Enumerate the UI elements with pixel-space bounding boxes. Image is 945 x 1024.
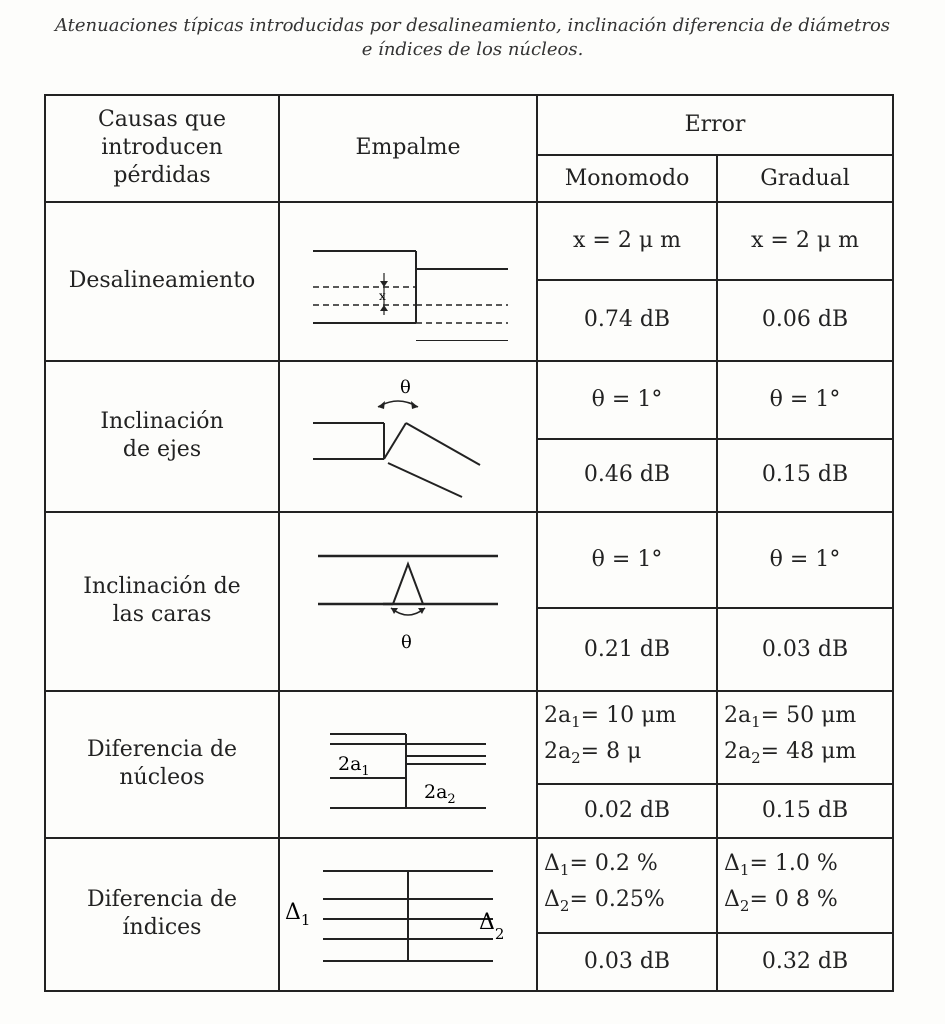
caption-line-1: Atenuaciones típicas introducidas por desalineamiento, inclinación diferencia de diámetros xyxy=(54,15,891,36)
splice-diagram-misalignment xyxy=(279,202,537,361)
index-diagram-label-1: $\Delta_1$ xyxy=(285,900,311,930)
cause-misalignment: Desalineamiento xyxy=(45,202,279,361)
mono-loss-core-difference: 0.02 dB xyxy=(537,784,717,838)
index-difference-diagram xyxy=(283,849,533,979)
mono-param-core-2: $2a_2= 8$ μ xyxy=(544,739,642,768)
splice-diagram-index-difference xyxy=(279,838,537,991)
core-difference-diagram xyxy=(308,704,508,824)
header-splice: Empalme xyxy=(279,95,537,202)
cause-core-difference: Diferencia de núcleos xyxy=(45,691,279,838)
mono-loss-index-difference: 0.03 dB xyxy=(537,933,717,991)
splice-diagram-axis-tilt xyxy=(279,361,537,512)
mono-param-index-difference xyxy=(537,838,717,933)
grad-param-misalignment: x = 2 μ m xyxy=(717,202,893,281)
grad-loss-core-difference: 0.15 dB xyxy=(717,784,893,838)
mono-param-misalignment: x = 2 μ m xyxy=(537,202,717,281)
axis-tilt-diagram xyxy=(308,371,508,501)
mono-param-core-1: $2a_1= 10$ μm xyxy=(544,703,677,732)
grad-loss-index-difference: 0.32 dB xyxy=(717,933,893,991)
axis-tilt-theta-label: θ xyxy=(400,377,411,399)
mono-param-index-2: $\Delta_2= 0.25\%$ xyxy=(544,887,665,916)
caption-line-2: e índices de los núcleos. xyxy=(361,39,584,60)
grad-loss-axis-tilt: 0.15 dB xyxy=(717,439,893,511)
misalignment-diagram xyxy=(298,221,518,341)
grad-param-face-tilt: θ = 1° xyxy=(717,512,893,609)
mono-loss-misalignment: 0.74 dB xyxy=(537,280,717,361)
header-gradual: Gradual xyxy=(717,155,893,201)
grad-param-index-difference xyxy=(717,838,893,933)
grad-loss-face-tilt: 0.03 dB xyxy=(717,608,893,691)
svg-text:x: x xyxy=(379,289,386,304)
mono-param-face-tilt: θ = 1° xyxy=(537,512,717,609)
cause-axis-tilt: Inclinación de ejes xyxy=(45,361,279,512)
mono-loss-face-tilt: 0.21 dB xyxy=(537,608,717,691)
mono-param-core-difference xyxy=(537,691,717,784)
splice-diagram-face-tilt xyxy=(279,512,537,691)
grad-param-core-2: $2a_2= 48$ μm xyxy=(724,739,857,768)
mono-param-axis-tilt: θ = 1° xyxy=(537,361,717,440)
splice-diagram-core-difference xyxy=(279,691,537,838)
core-diagram-label-1: $2a_1$ xyxy=(338,753,370,780)
grad-param-axis-tilt: θ = 1° xyxy=(717,361,893,440)
core-diagram-label-2: $2a_2$ xyxy=(424,781,456,808)
table-caption xyxy=(0,14,945,62)
cause-face-tilt: Inclinación de las caras xyxy=(45,512,279,691)
grad-param-core-1: $2a_1= 50$ μm xyxy=(724,703,857,732)
header-error: Error xyxy=(537,95,893,155)
mono-loss-axis-tilt: 0.46 dB xyxy=(537,439,717,511)
grad-param-index-1: $\Delta_1= 1.0$ % xyxy=(724,851,838,880)
index-diagram-label-2: $\Delta_2$ xyxy=(479,910,505,944)
attenuation-table xyxy=(44,94,894,992)
face-tilt-diagram xyxy=(303,536,513,666)
header-monomode: Monomodo xyxy=(537,155,717,201)
grad-loss-misalignment: 0.06 dB xyxy=(717,280,893,361)
cause-index-difference: Diferencia de índices xyxy=(45,838,279,991)
grad-param-core-difference xyxy=(717,691,893,784)
grad-param-index-2: $\Delta_2= 0$ 8 % xyxy=(724,887,838,916)
face-tilt-theta-label: θ xyxy=(401,632,412,654)
header-causes: Causas que introducen pérdidas xyxy=(45,95,279,202)
mono-param-index-1: $\Delta_1= 0.2$ % xyxy=(544,851,658,880)
